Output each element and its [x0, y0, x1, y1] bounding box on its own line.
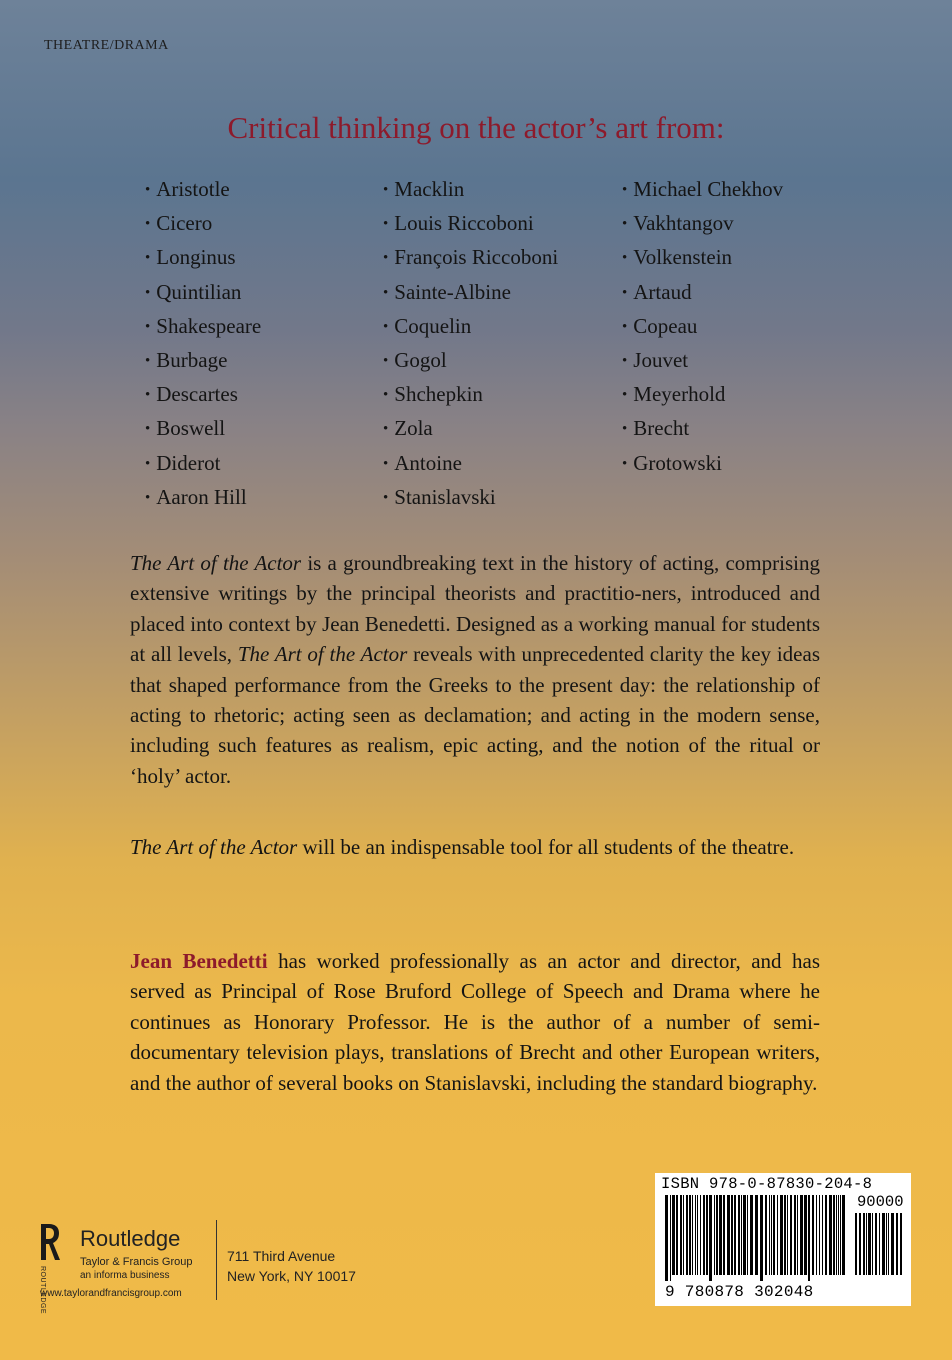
author-bio-text: has worked professionally as an actor and director, and has served as Principal of Rose Bruford College of Speech and Drama where he continues as Honorary Professor. He is the author of a number of semi-documentary television plays, translations of Brecht and other European writers, and the author of several books on Stanislavski, including the standard biography. [130, 949, 821, 1095]
author-name: Jean Benedetti [130, 949, 268, 973]
barcode-panel [655, 1173, 911, 1306]
ean-digits: 9 780878 302048 [665, 1283, 814, 1301]
price-code: 90000 [857, 1193, 904, 1211]
theorist-name: • Cicero [145, 208, 261, 242]
theorist-name: • Grotowski [622, 448, 783, 482]
publisher-group: Taylor & Francis Group [80, 1256, 193, 1268]
theorist-name: • Antoine [383, 448, 558, 482]
theorist-name: • Aaron Hill [145, 482, 261, 516]
headline: Critical thinking on the actor’s art from: [227, 110, 725, 145]
names-column-2 [383, 174, 558, 516]
theorist-name: • Jouvet [622, 345, 783, 379]
publisher-name: Routledge [80, 1226, 181, 1251]
description-paragraph-2 [130, 832, 820, 862]
theorist-name: • Coquelin [383, 311, 558, 345]
publisher-informa: an informa business [80, 1270, 170, 1281]
theorist-name: • Sainte-Albine [383, 277, 558, 311]
theorist-name: • Vakhtangov [622, 208, 783, 242]
description-text: will be an indispensable tool for all students of the theatre. [297, 835, 795, 859]
theorist-name: • Gogol [383, 345, 558, 379]
theorist-name: • Volkenstein [622, 242, 783, 276]
theorist-name: • François Riccoboni [383, 242, 558, 276]
theorist-name: • Meyerhold [622, 379, 783, 413]
book-title: The Art of the Actor [130, 551, 302, 575]
theorist-name: • Shchepkin [383, 379, 558, 413]
theorist-name: • Quintilian [145, 277, 261, 311]
theorist-name: • Louis Riccoboni [383, 208, 558, 242]
publisher-address [227, 1246, 356, 1286]
routledge-r-icon [38, 1222, 62, 1264]
addon-barcode-icon [855, 1213, 905, 1281]
theorist-name: • Copeau [622, 311, 783, 345]
description-text: is a groundbreaking text in the history of acting, comprising extensive writings by the principal theorists and practitio-ners, introduced and placed into context by Jean Benedetti. Designed as a working manual for students at all levels, [130, 551, 820, 667]
book-title: The Art of the Actor [237, 642, 408, 667]
theorist-name: • Brecht [622, 413, 783, 447]
theorist-name: • Diderot [145, 448, 261, 482]
category-label: THEATRE/DRAMA [44, 38, 169, 53]
theorist-name: • Shakespeare [145, 311, 261, 345]
publisher-url: www.taylorandfrancisgroup.com [40, 1288, 182, 1299]
book-title: The Art of the Actor [130, 835, 298, 859]
theorist-name: • Michael Chekhov [622, 174, 783, 208]
theorist-name: • Macklin [383, 174, 558, 208]
address-line-2: New York, NY 10017 [227, 1268, 356, 1284]
ean-barcode-icon [665, 1195, 845, 1281]
author-bio [130, 946, 820, 1098]
theorist-name: • Zola [383, 413, 558, 447]
theorist-name: • Aristotle [145, 174, 261, 208]
names-column-1 [145, 174, 261, 516]
address-line-1: 711 Third Avenue [227, 1248, 336, 1264]
footer-divider [216, 1220, 217, 1300]
theorist-name: • Descartes [145, 379, 261, 413]
theorist-name: • Longinus [145, 242, 261, 276]
description-paragraph-1 [130, 548, 820, 791]
isbn-text: ISBN 978-0-87830-204-8 [661, 1175, 873, 1193]
theorist-name: • Burbage [145, 345, 261, 379]
description-text: reveals with unprecedented clarity the key ideas that shaped performance from the Greeks to the present day: the relationship of acting to rhetoric; acting seen as declamation; and acting in the modern sense, including such features as realism, epic acting, and the notion of the ritual or ‘holy’ actor. [130, 642, 820, 788]
theorist-name: • Stanislavski [383, 482, 558, 516]
names-column-3 [622, 174, 783, 482]
theorist-name: • Boswell [145, 413, 261, 447]
theorist-name: • Artaud [622, 277, 783, 311]
publisher-logo [38, 1222, 228, 1315]
publisher-rotated-name: ROUTLEDGE [39, 1266, 46, 1315]
